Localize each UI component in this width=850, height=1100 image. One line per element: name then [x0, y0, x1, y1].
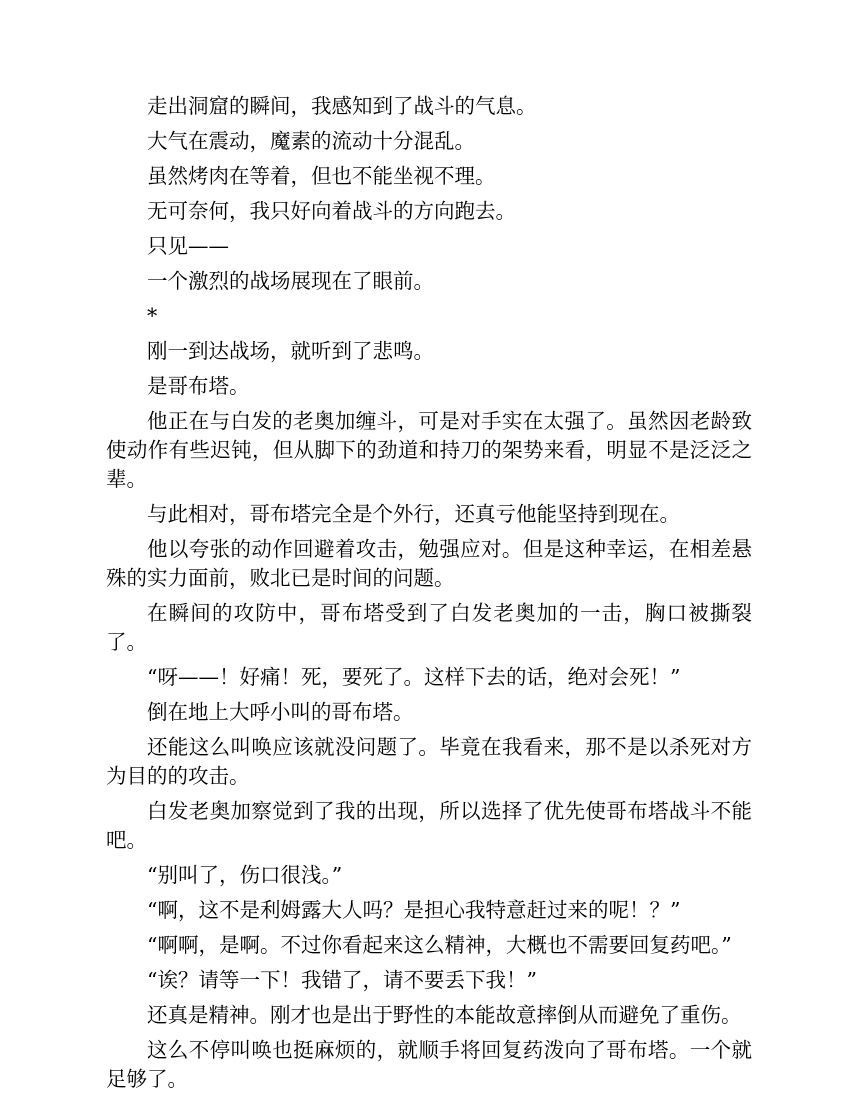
paragraph: 是哥布塔。	[147, 374, 250, 398]
scene-break: *	[147, 304, 158, 328]
document-body	[106, 92, 752, 1100]
paragraph: 刚一到达战场，就听到了悲鸣。	[147, 339, 434, 363]
paragraph: 虽然烤肉在等着，但也不能坐视不理。	[147, 164, 496, 188]
paragraph: 在瞬间的攻防中，哥布塔受到了白发老奥加的一击，胸口被撕裂了。	[106, 601, 752, 654]
paragraph: 他正在与白发的老奥加缠斗，可是对手实在太强了。虽然因老龄致使动作有些迟钝，但从脚下的劲道和持刀的架势来看，明显不是泛泛之辈。	[106, 409, 752, 491]
dialogue-line: “啊，这不是利姆露大人吗？是担心我特意赶过来的呢！？”	[147, 898, 681, 922]
paragraph: 倒在地上大呼小叫的哥布塔。	[147, 700, 414, 724]
paragraph: 他以夸张的动作回避着攻击，勉强应对。但是这种幸运，在相差悬殊的实力面前，败北已是时间的问题。	[106, 537, 752, 590]
dialogue-line: “别叫了，伤口很浅。”	[147, 863, 343, 887]
dialogue-line: “呀——！好痛！死，要死了。这样下去的话，绝对会死！”	[147, 665, 681, 689]
paragraph: 与此相对，哥布塔完全是个外行，还真亏他能坚持到现在。	[147, 502, 680, 526]
dialogue-line: “啊啊，是啊。不过你看起来这么精神，大概也不需要回复药吧。”	[147, 933, 732, 957]
paragraph: 只见——	[147, 234, 229, 258]
paragraph: 这么不停叫唤也挺麻烦的，就顺手将回复药泼向了哥布塔。一个就足够了。	[106, 1038, 752, 1091]
paragraph: 白发老奥加察觉到了我的出现，所以选择了优先使哥布塔战斗不能吧。	[106, 799, 752, 852]
paragraph: 走出洞窟的瞬间，我感知到了战斗的气息。	[147, 94, 537, 118]
paragraph: 一个激烈的战场展现在了眼前。	[147, 269, 434, 293]
paragraph: 还真是精神。刚才也是出于野性的本能故意摔倒从而避免了重伤。	[147, 1003, 742, 1027]
dialogue-line: “诶？请等一下！我错了，请不要丢下我！”	[147, 968, 537, 992]
paragraph: 大气在震动，魔素的流动十分混乱。	[147, 129, 475, 153]
paragraph: 无可奈何，我只好向着战斗的方向跑去。	[147, 199, 516, 223]
paragraph: 还能这么叫唤应该就没问题了。毕竟在我看来，那不是以杀死对方为目的的攻击。	[106, 735, 752, 788]
